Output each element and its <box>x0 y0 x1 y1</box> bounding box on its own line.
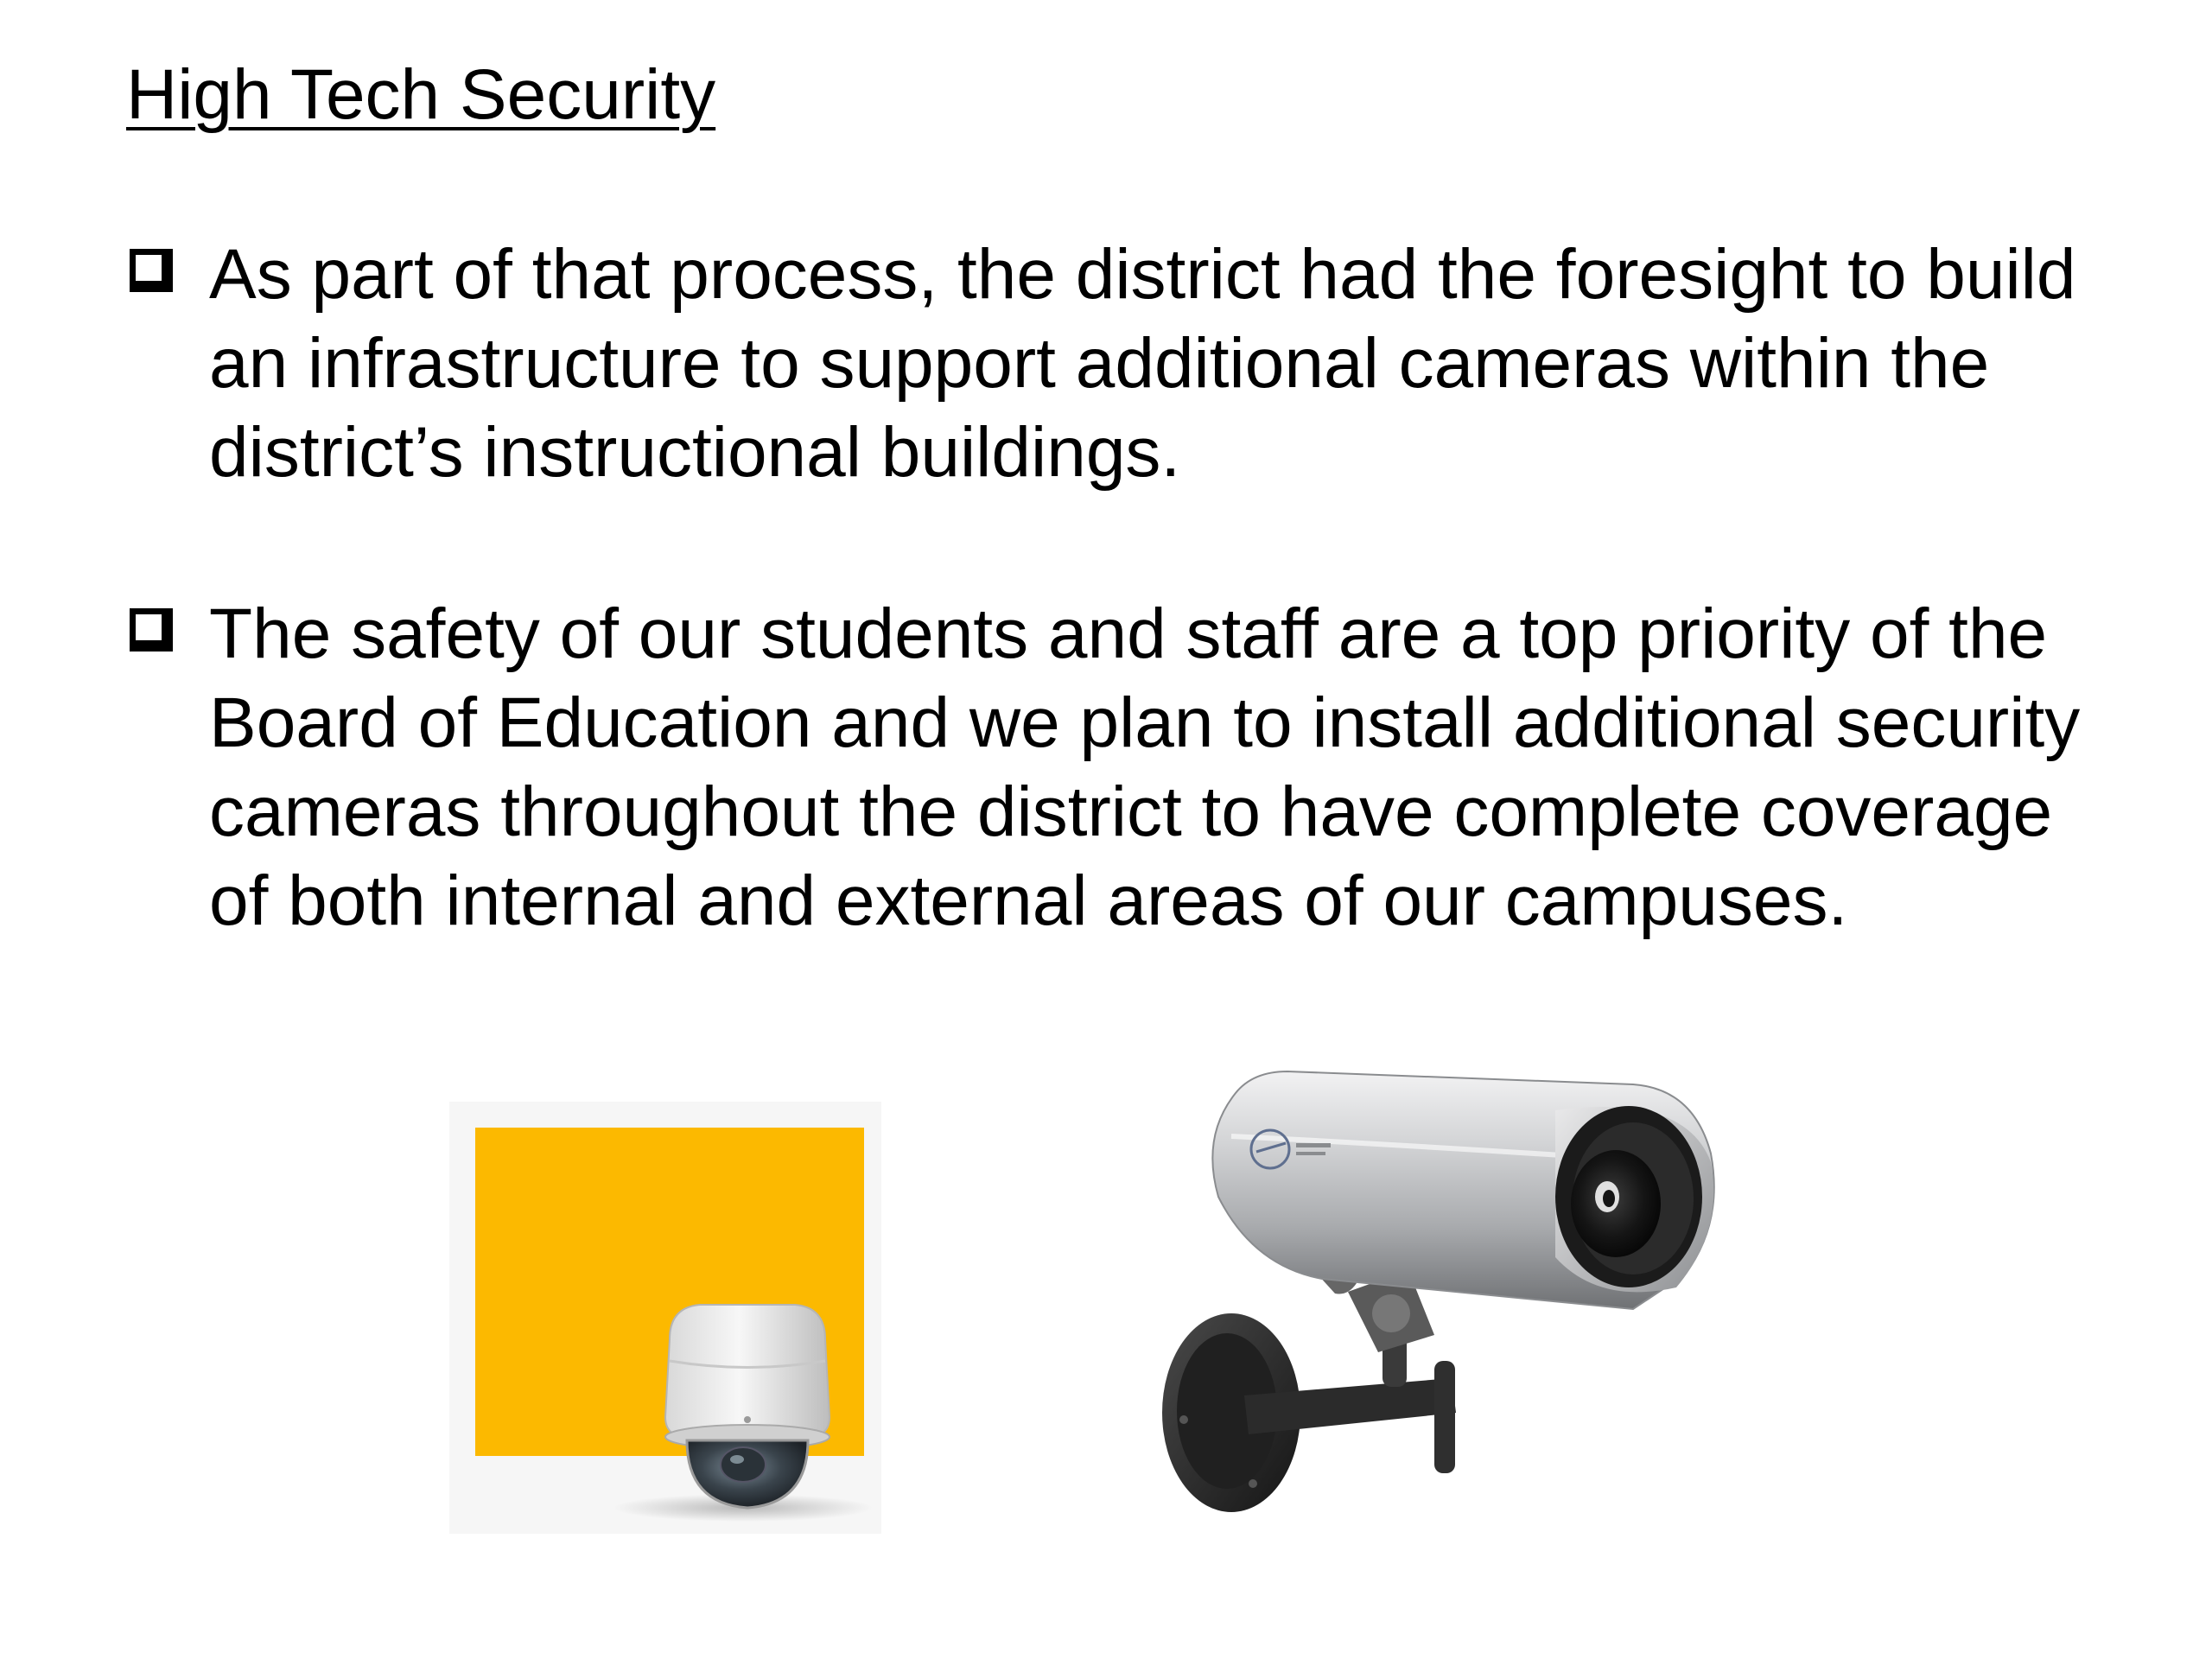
bullet-security-camera-icon <box>1149 1050 1789 1534</box>
bullet-text: As part of that process, the district had the foresight to build an infrastructure to support additional cameras within the district’s instructional buildings. <box>209 235 2076 492</box>
bullet-item-infrastructure <box>126 230 2113 497</box>
slide-title: High Tech Security <box>126 55 716 134</box>
checkbox-bullet-icon <box>130 249 173 292</box>
bullet-item-safety <box>126 589 2113 945</box>
checkbox-bullet-icon <box>130 608 173 652</box>
dome-security-camera-icon <box>449 1102 881 1551</box>
bullet-text: The safety of our students and staff are a top priority of the Board of Education and we plan to install additional security cameras throughout the district to have complete coverage of both internal and external areas of our campuses. <box>209 594 2081 940</box>
